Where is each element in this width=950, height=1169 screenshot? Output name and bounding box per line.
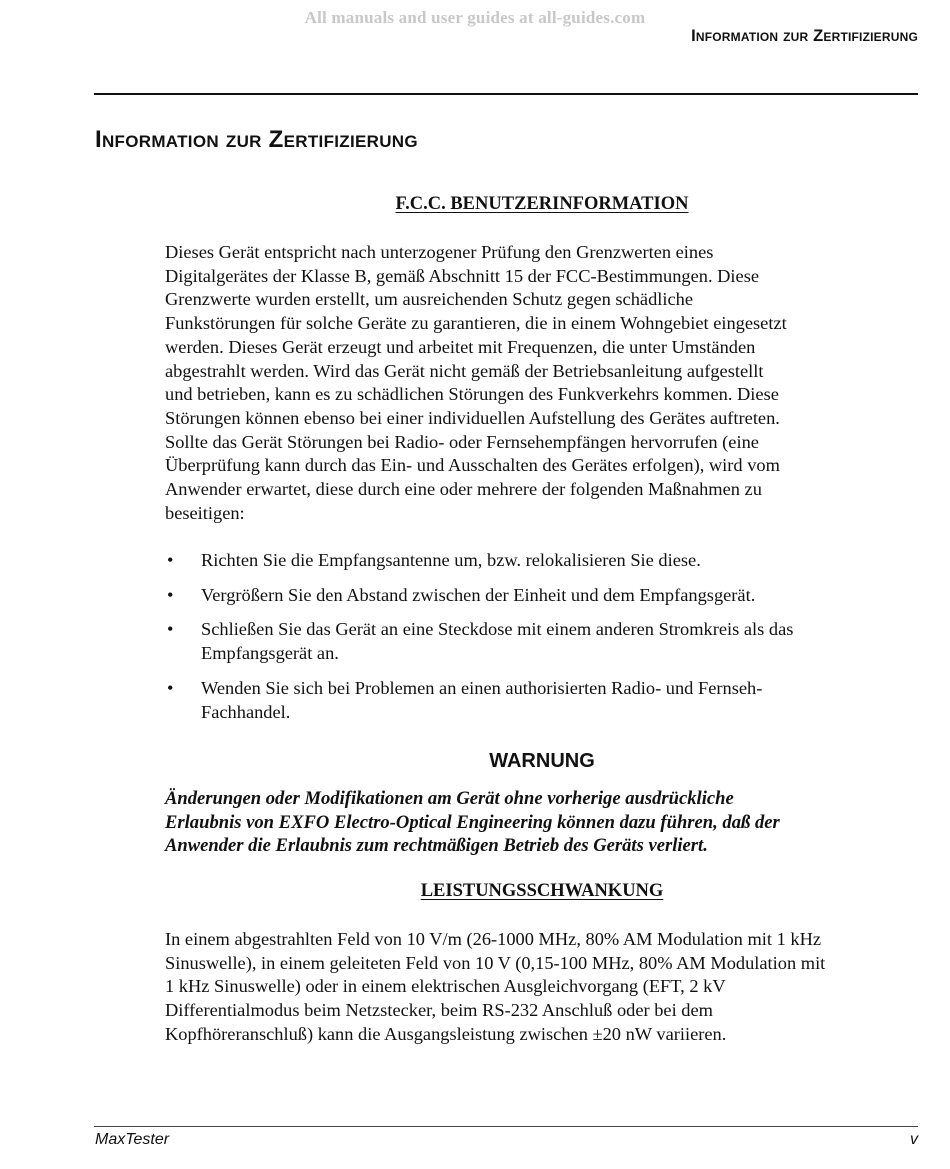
text-line: 1 kHz Sinuswelle) oder in einem elektrischen Ausgleichvorgang (EFT, 2 kV — [165, 976, 726, 997]
text-line: und betrieben, kann es zu schädlichen Störungen des Funkverkehrs kommen. Diese — [165, 384, 779, 405]
text-line: Funkstörungen für solche Geräte zu garantieren, die in einem Wohngebiet eingesetzt — [165, 313, 787, 334]
list-item: • Wenden Sie sich bei Problemen an einen authorisierten Radio- und Fernseh- Fachhandel. — [167, 677, 763, 722]
text-line: Erlaubnis von EXFO Electro-Optical Engineering können dazu führen, daß der — [165, 811, 780, 833]
leistung-paragraph — [165, 928, 925, 1047]
text-line: beseitigen: — [165, 502, 245, 523]
text-line: Dieses Gerät entspricht nach unterzogener Prüfung den Grenzwerten eines — [165, 242, 714, 262]
warning-heading: WARNUNG — [489, 750, 595, 772]
text-line: Sollte das Gerät Störungen bei Radio- oder Fernsehempfängen hervorrufen (eine — [165, 431, 759, 452]
fcc-paragraph — [165, 241, 925, 525]
footer-rule — [94, 1126, 918, 1127]
warning-paragraph — [165, 787, 925, 858]
text-line: abgestrahlt werden. Wird das Gerät nicht gemäß der Betriebsanleitung aufgestellt — [165, 360, 764, 381]
text-line: Kopfhöreranschluß) kann die Ausgangsleistung zwischen ±20 nW variieren. — [165, 1023, 727, 1044]
leistung-heading: LEISTUNGSSCHWANKUNG — [420, 881, 664, 901]
text-line: Anwender erwartet, diese durch eine oder mehrere der folgenden Maßnahmen zu — [165, 479, 762, 500]
watermark: All manuals and user guides at all-guides.com — [304, 8, 646, 27]
text-line: Anwender die Erlaubnis zum rechtmäßigen Betrieb des Geräts verliert. — [165, 835, 708, 857]
bullet-icon: • — [167, 550, 174, 570]
text-line: Störungen können ebenso bei einer individuellen Aufstellung des Gerätes auftreten. — [165, 407, 780, 428]
list-item: • Vergrößern Sie den Abstand zwischen der Einheit und dem Empfangsgerät. — [165, 584, 925, 608]
measures-list — [165, 549, 925, 735]
text-line: werden. Dieses Gerät erzeugt und arbeitet mit Frequenzen, die unter Umständen — [165, 336, 756, 357]
bullet-icon: • — [167, 584, 174, 605]
text-line: In einem abgestrahlten Feld von 10 V/m (26-1000 MHz, 80% AM Modulation mit 1 kHz — [165, 929, 822, 949]
text-line: Grenzwerte wurden erstellt, um ausreichenden Schutz gegen schädliche — [165, 289, 694, 310]
footer-product: MaxTester — [95, 1131, 170, 1148]
text-line: Sinuswelle), in einem geleiteten Feld von 10 V (0,15-100 MHz, 80% AM Modulation mit — [165, 952, 826, 973]
list-item: • Richten Sie die Empfangsantenne um, bzw. relokalisieren Sie diese. — [165, 549, 925, 573]
text-line: Digitalgerätes der Klasse B, gemäß Abschnitt 15 der FCC-Bestimmungen. Diese — [165, 265, 760, 286]
text-line: Differentialmodus beim Netzstecker, beim RS-232 Anschluß oder bei dem — [165, 1000, 713, 1021]
list-item: • Schließen Sie das Gerät an eine Steckdose mit einem anderen Stromkreis als das Empfangsgerät an. — [167, 619, 794, 664]
bullet-icon: • — [167, 619, 174, 640]
header-rule — [94, 93, 918, 95]
text-line: Überprüfung kann durch das Ein- und Ausschalten des Gerätes erfolgen), wird vom — [165, 455, 780, 476]
fcc-heading: F.C.C. BENUTZERINFORMATION — [395, 194, 689, 214]
bullet-icon: • — [167, 677, 174, 698]
chapter-title: Information zur Zertifizierung — [95, 126, 418, 153]
text-line: Änderungen oder Modifikationen am Gerät ohne vorherige ausdrückliche — [165, 788, 734, 809]
page-number: v — [910, 1131, 918, 1148]
running-header: Information zur Zertifizierung — [691, 27, 918, 45]
